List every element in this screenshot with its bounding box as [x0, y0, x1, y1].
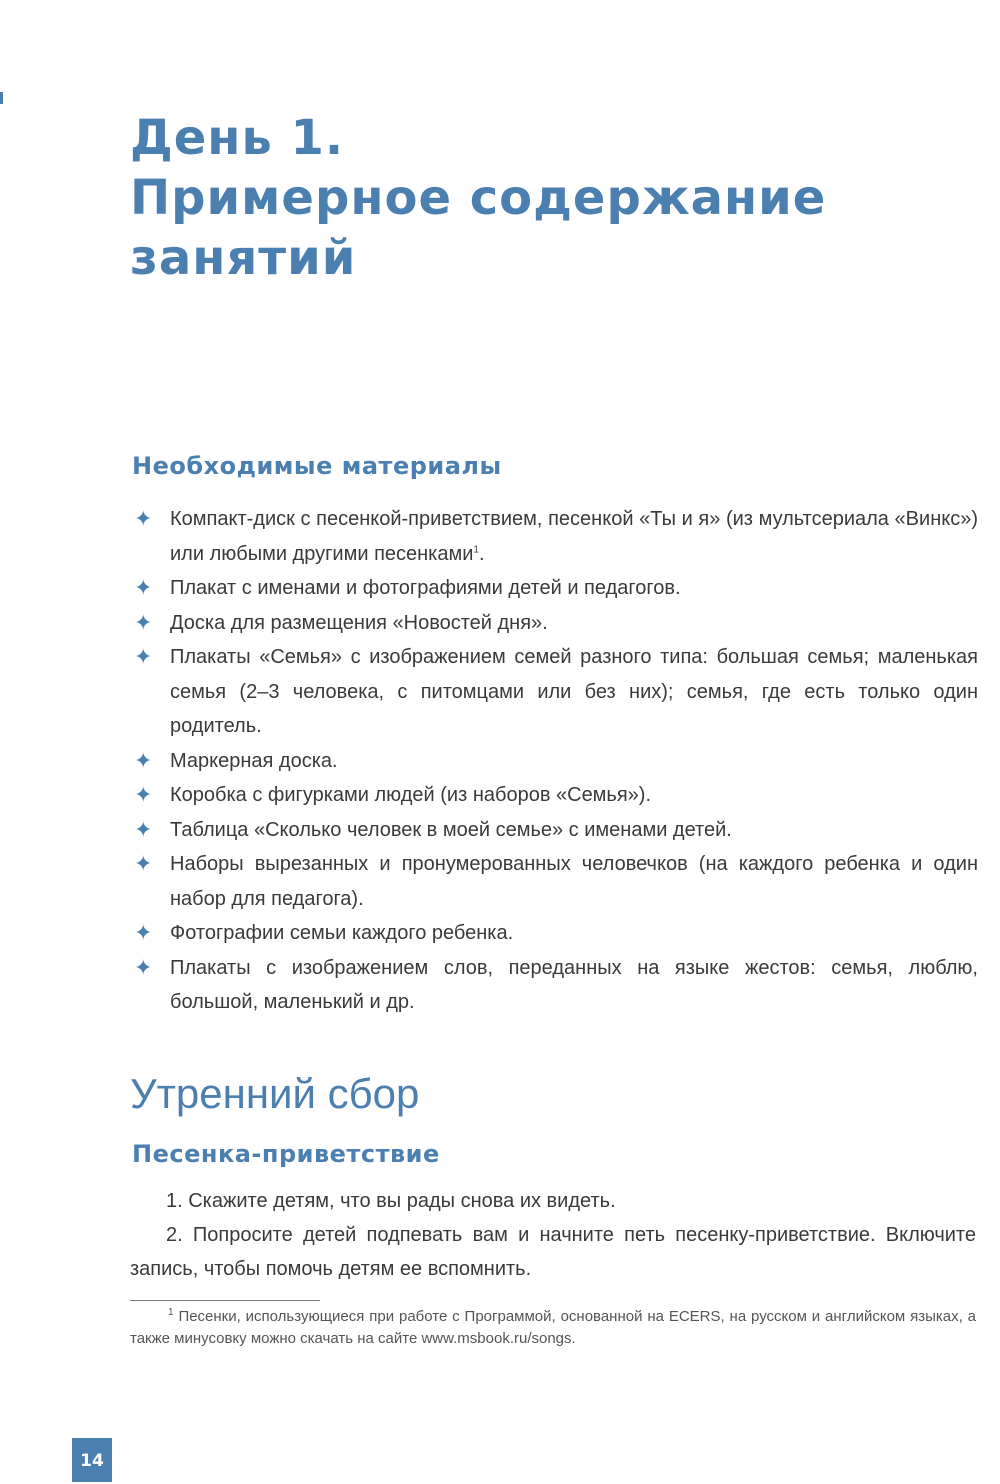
list-item: ✦ Доска для размещения «Новостей дня». [132, 606, 978, 641]
footnote-divider [130, 1300, 320, 1301]
four-point-star-icon: ✦ [134, 609, 153, 635]
four-point-star-icon: ✦ [134, 954, 153, 980]
footnote [130, 1306, 976, 1350]
list-item: ✦ Плакат с именами и фотографиями детей и педагогов. [132, 571, 978, 606]
list-item: ✦ Маркерная доска. [132, 744, 978, 779]
four-point-star-icon: ✦ [134, 816, 153, 842]
four-point-star-icon: ✦ [134, 747, 153, 773]
page-number: 14 [72, 1438, 112, 1482]
materials-heading: Необходимые материалы [132, 452, 502, 480]
four-point-star-icon: ✦ [134, 782, 153, 807]
footnote-ref: 1 [473, 543, 479, 555]
title-line-2: Примерное содержание занятий [130, 170, 827, 286]
list-item: ✦ Плакаты с изображением слов, переданных на языке жестов: семья, люблю, большой, маленький и др. [132, 951, 978, 1020]
materials-list [132, 502, 978, 1020]
four-point-star-icon: ✦ [134, 575, 153, 600]
list-item: ✦ Плакаты «Семья» с изображением семей разного типа: большая семья; маленькая семья (2–3 человека, с питомцами или без них); семья, где есть только один родитель. [132, 640, 978, 744]
list-item: ✦ Таблица «Сколько человек в моей семье» с именами детей. [132, 813, 978, 848]
section-title-morning: Утренний сбор [130, 1070, 420, 1117]
title-line-1: День 1. [130, 110, 345, 166]
four-point-star-icon: ✦ [134, 644, 153, 669]
list-item: ✦ Компакт-диск с песенкой-приветствием, песенкой «Ты и я» (из мультсериала «Винкс») или любыми другими песенками$^1$. [132, 502, 978, 571]
four-point-star-icon: ✦ [134, 851, 153, 876]
step-2: 2. Попросите детей подпевать вам и начните петь песенку-приветствие. Включите запись, чтобы помочь детям ее вспомнить. [130, 1224, 976, 1280]
edge-mark [0, 92, 3, 104]
footnote-number: 1 [168, 1307, 174, 1318]
four-point-star-icon: ✦ [134, 506, 153, 531]
list-item: ✦ Коробка с фигурками людей (из наборов «Семья»). [132, 778, 978, 813]
footnote-text: Песенки, использующиеся при работе с Программой, основанной на ECERS, на русском и английском языках, а также минусовку можно скачать на сайте www.msbook.ru/songs. [130, 1308, 976, 1347]
list-item: ✦ Наборы вырезанных и пронумерованных человечков (на каждого ребенка и один набор для педагога). [132, 847, 978, 916]
greeting-heading: Песенка-приветствие [132, 1140, 440, 1168]
step-1: 1. Скажите детям, что вы рады снова их видеть. [166, 1190, 616, 1212]
four-point-star-icon: ✦ [134, 920, 153, 945]
page-title [130, 108, 1000, 288]
list-item: ✦ Фотографии семьи каждого ребенка. [132, 916, 978, 951]
greeting-steps [130, 1184, 976, 1286]
